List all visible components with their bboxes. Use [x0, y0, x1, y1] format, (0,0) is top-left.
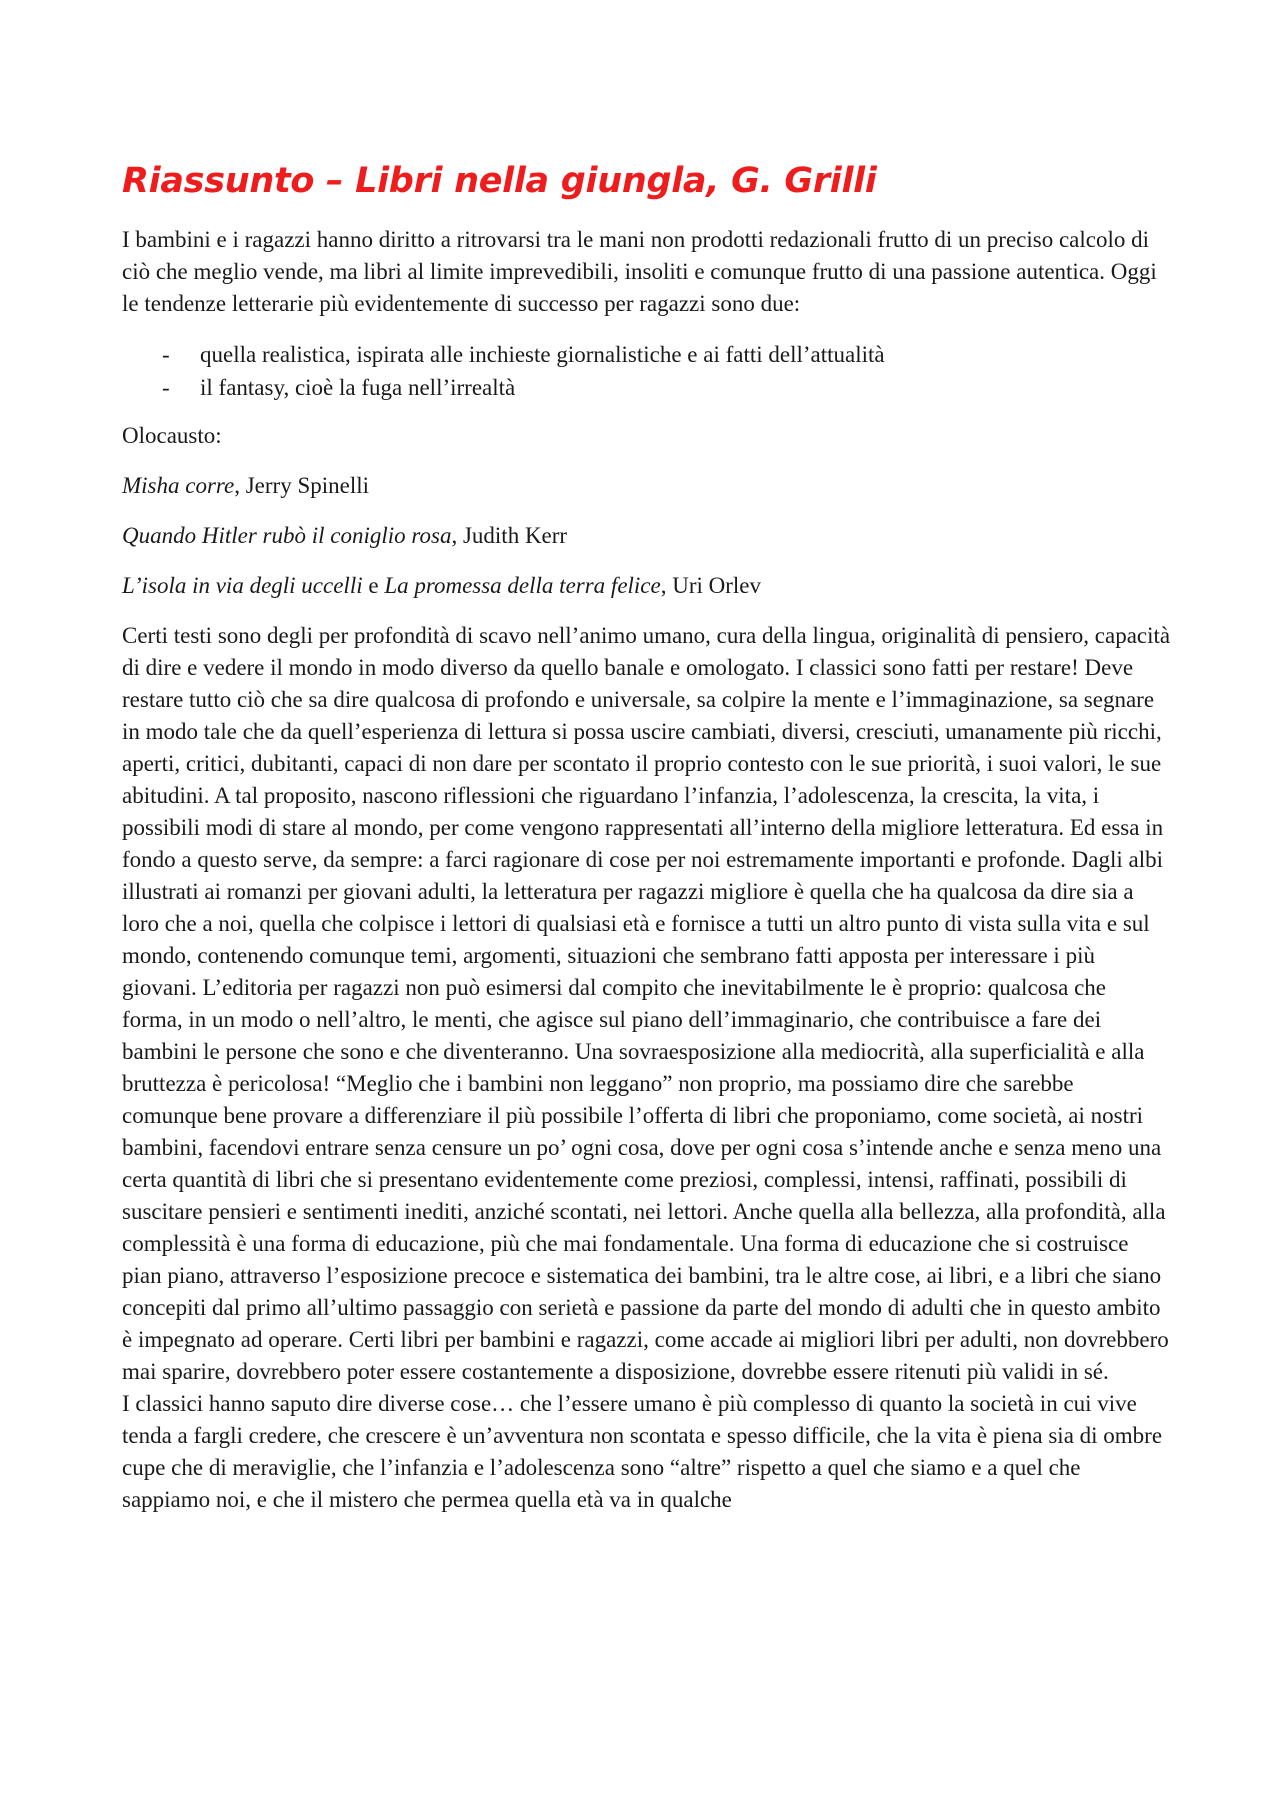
section-label: Olocausto:: [122, 423, 222, 448]
book-title: La promessa della terra felice: [384, 573, 661, 598]
trends-list: [122, 338, 1172, 404]
list-item-text: il fantasy, cioè la fuga nell’irrealtà: [200, 375, 516, 400]
list-dash: -: [162, 342, 170, 367]
document-content: [122, 158, 1172, 1516]
book-title: L’isola in via degli uccelli: [122, 573, 363, 598]
book-author: , Judith Kerr: [451, 523, 568, 548]
document-title: Riassunto – Libri nella giungla, G. Grilli: [122, 161, 877, 201]
book-author: , Jerry Spinelli: [234, 473, 370, 498]
book-title: Misha corre: [122, 473, 235, 498]
book-title: Quando Hitler rubò il coniglio rosa: [122, 523, 452, 548]
book-reference: [122, 520, 1172, 552]
body-paragraph: I classici hanno saputo dire diverse cose… che l’essere umano è più complesso di quanto la società in cui vive tenda a fargli credere, che crescere è un’avventura non scontata e spesso difficile, che la vita è piena sia di ombre cupe che di meraviglie, che l’infanzia e l’adolescenza sono “altre” rispetto a quel che siamo e a quel che sappiamo noi, e che il mistero che permea quella età va in qualche: [122, 1391, 1163, 1512]
list-item: [122, 371, 1172, 404]
book-reference: [122, 570, 1172, 602]
list-item-text: quella realistica, ispirata alle inchieste giornalistiche e ai fatti dell’attualità: [200, 342, 885, 367]
book-connector: e: [362, 573, 385, 598]
list-dash: -: [162, 375, 170, 400]
list-item: [122, 338, 1172, 371]
intro-paragraph: I bambini e i ragazzi hanno diritto a ritrovarsi tra le mani non prodotti redazionali frutto di un preciso calcolo di ciò che meglio vende, ma libri al limite imprevedibili, insoliti e comunque frutto di una passione autentica. Oggi le tendenze letterarie più evidentemente di successo per ragazzi sono due:: [122, 227, 1157, 316]
book-author: , Uri Orlev: [660, 573, 762, 598]
book-reference: [122, 470, 1172, 502]
body-paragraph: Certi testi sono degli per profondità di scavo nell’animo umano, cura della lingua, originalità di pensiero, capacità di dire e vedere il mondo in modo diverso da quello banale e omologato. I classici sono fatti per restare! Deve restare tutto ciò che sa dire qualcosa di profondo e universale, sa colpire la mente e l’immaginazione, sa segnare in modo tale che da quell’esperienza di lettura si possa uscire cambiati, diversi, cresciuti, umanamente più ricchi, aperti, critici, dubitanti, capaci di non dare per scontato il proprio contesto con le sue priorità, i suoi valori, le sue abitudini. A tal proposito, nascono riflessioni che riguardano l’infanzia, l’adolescenza, la crescita, la vita, i possibili modi di stare al mondo, per come vengono rappresentati all’interno della migliore letteratura. Ed essa in fondo a questo serve, da sempre: a farci ragionare di cose per noi estremamente importanti e profonde. Dagli albi illustrati ai romanzi per giovani adulti, la letteratura per ragazzi migliore è quella che ha qualcosa da dire sia a loro che a noi, quella che colpisce i lettori di qualsiasi età e fornisce a tutti un altro punto di vista sulla vita e sul mondo, contenendo comunque temi, argomenti, situazioni che sembrano fatti apposta per interessare i più giovani. L’editoria per ragazzi non può esimersi dal compito che inevitabilmente le è proprio: qualcosa che forma, in un modo o nell’altro, le menti, che agisce sul piano dell’immaginario, che contribuisce a fare dei bambini le persone che sono e che diventeranno. Una sovraesposizione alla mediocrità, alla superficialità e alla bruttezza è pericolosa! “Meglio che i bambini non leggano” non proprio, ma possiamo dire che sarebbe comunque bene provare a differenziare il più possibile l’offerta di libri che proponiamo, come società, ai nostri bambini, facendovi entrare senza censure un po’ ogni cosa, dove per ogni cosa s’intende anche e senza meno una certa quantità di libri che si presentano evidentemente come preziosi, complessi, intensi, raffinati, possibili di suscitare pensieri e sentimenti inediti, anziché scontati, nei lettori. Anche quella alla bellezza, alla profondità, alla complessità è una forma di educazione, più che mai fondamentale. Una forma di educazione che si costruisce pian piano, attraverso l’esposizione precoce e sistematica dei bambini, tra le altre cose, ai libri, e a libri che siano concepiti dal primo all’ultimo passaggio con serietà e passione da parte del mondo di adulti che in questo ambito è impegnato ad operare. Certi libri per bambini e ragazzi, come accade ai migliori libri per adulti, non dovrebbero mai sparire, dovrebbero poter essere costantemente a disposizione, dovrebbe essere ritenuti più validi in sé.: [122, 623, 1171, 1384]
